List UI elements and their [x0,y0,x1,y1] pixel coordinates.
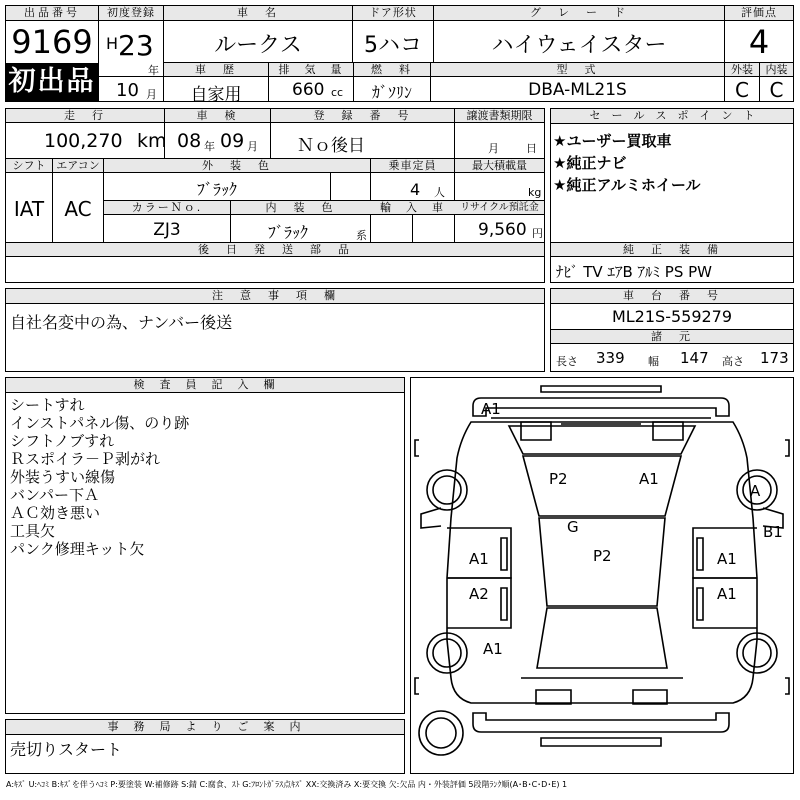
displacement-label: 排 気 量 [278,63,344,76]
inspection-year-unit: 年 [204,140,215,153]
grade-label: グ レ ー ド [434,6,724,21]
car-name-label: 車 名 [164,6,352,21]
height-value: 173 [760,349,789,367]
first-listing-badge: 初出品 [6,63,98,101]
notes-text: 自社名変中の為、ナンバー後送 [10,313,233,332]
dimensions-label: 諸 元 [651,330,693,343]
capacity-value: 4 [410,180,421,199]
mark-roof: G [567,518,579,536]
capacity-unit: 人 [434,186,445,199]
registration-year: 23 [118,29,154,62]
reg-number-value: Ｎｏ後日 [297,136,365,156]
mark-left-rear-door: A2 [469,585,489,603]
mark-left-front-door: A1 [469,550,489,568]
transfer-docs-day-unit: 日 [526,142,537,155]
int-score-label: 内装 [760,63,793,77]
registration-month: 10 [116,80,139,101]
int-color-value: ﾌﾞﾗｯｸ [268,223,309,242]
fuel-value: ｶﾞｿﾘﾝ [371,83,412,102]
notes-label: 注 意 事 項 欄 [6,289,544,304]
damage-diagram [410,377,794,774]
model-code-value: DBA-ML21S [528,80,627,100]
mark-right-front-fender: B1 [763,523,783,541]
transfer-docs-month-unit: 月 [488,142,499,155]
chassis-label: 車 台 番 号 [551,289,793,304]
inspector-line-6: バンパー下Ａ [10,486,99,504]
genuine-equipment-value: ﾅﾋﾞ TV ｴｱB ｱﾙﾐ PS PW [556,263,712,281]
mileage-label: 走 行 [64,109,106,122]
inspector-line-1: シートすれ [10,396,85,414]
color-no-label: カラーＮｏ. [131,201,203,214]
color-no-value: ZJ3 [153,220,181,240]
sales-points-label: セ ー ル ス ポ イ ン ト [551,109,793,124]
door-label: ドア形状 [353,6,433,21]
model-code-label: 型 式 [556,63,599,76]
inspector-line-4: Ｒスポイラ－Ｐ剥がれ [10,450,161,468]
office-label: 事 務 局 よ り ご 案 内 [6,720,404,735]
inspection-year: 08 [177,130,202,152]
legend-text: A:ｷｽﾞ U:ﾍｺﾐ B:ｷｽﾞを伴うﾍｺﾐ P:要塗装 W:補修跡 S:錆 C:腐食、ｽﾄ G:ﾌﾛﾝﾄｶﾞﾗｽ点ｷｽﾞ XX:交換済み X:要交換 欠:欠品 内・外装評価 5段階ﾗﾝｸ順(A･B･C･D･E) 1 [6,780,568,789]
int-color-unit: 系 [356,229,367,242]
mark-top-left: A1 [481,400,501,418]
displacement-unit: cc [331,86,344,99]
sales-point-2: ★純正ナビ [553,154,627,172]
inspector-label: 検 査 員 記 入 欄 [6,378,404,393]
later-parts-label: 後 日 発 送 部 品 [198,243,352,256]
score-label: 評価点 [725,6,793,21]
ext-score-label: 外装 [725,63,759,77]
mark-right-rear-door: A1 [717,585,737,603]
office-text: 売切りスタート [10,740,123,759]
inspector-line-8: 工具欠 [10,522,56,540]
aircon-value: AC [64,197,92,221]
history-label: 車 歴 [195,63,237,76]
ext-color-value: ﾌﾞﾗｯｸ [196,180,237,199]
inspector-line-5: 外装うすい線傷 [10,468,116,486]
mileage-value: 100,270 [44,130,123,152]
registration-year-unit: 年 [148,64,159,77]
door-value: 5ハコ [364,33,422,58]
car-outline-svg [411,378,793,773]
shift-label: シフト [12,159,46,172]
inspector-line-9: パンク修理キット欠 [10,540,145,558]
height-label: 高さ [722,355,744,368]
grade-value: ハイウェイスター [491,33,667,58]
mileage-unit: km [137,130,167,152]
shift-value: IAT [13,197,45,221]
score-value: 4 [748,23,770,61]
registration-month-unit: 月 [146,88,157,101]
ext-score-value: C [735,78,749,102]
reg-number-label: 登 録 番 号 [313,109,412,122]
recycle-value: 9,560 [478,220,527,240]
max-load-label: 最大積載量 [472,159,527,172]
int-score-value: C [769,78,784,102]
sales-point-3: ★純正アルミホイール [553,176,701,194]
registration-era: H [106,34,119,53]
width-label: 幅 [648,355,659,368]
recycle-unit: 円 [532,227,543,240]
inspection-label: 車 検 [196,109,239,122]
transfer-docs-label: 譲渡書類期限 [466,109,533,122]
mark-hood-left: P2 [549,470,568,488]
import-label: 輸 入 車 [380,201,445,214]
mark-hood-right: A1 [639,470,659,488]
inspector-line-7: ＡＣ効き悪い [10,504,101,522]
mark-right-front-door: A1 [717,550,737,568]
mark-right-front-wheel: A [750,482,761,500]
inspection-month: 09 [220,130,245,152]
inspection-month-unit: 月 [247,140,258,153]
fuel-label: 燃 料 [371,63,413,76]
mark-roof-lower: P2 [593,547,612,565]
car-name-value: ルークス [214,33,302,58]
inspector-line-2: インストパネル傷、のり跡 [10,414,190,432]
displacement-value: 660 [292,80,325,100]
lot-label: 出品番号 [6,6,98,21]
length-label: 長さ [556,355,578,368]
int-color-label: 内 装 色 [265,201,336,214]
history-value: 自家用 [190,85,242,105]
aircon-label: エアコン [56,159,100,172]
registration-label: 初度登録 [99,6,163,21]
max-load-unit: kg [528,186,542,199]
width-value: 147 [680,349,709,367]
lot-number: 9169 [11,23,93,61]
sales-point-1: ★ユーザー買取車 [553,132,672,150]
inspector-line-3: シフトノブすれ [10,432,115,450]
recycle-label: リサイクル預託金 [460,202,539,213]
chassis-value: ML21S-559279 [611,307,733,326]
capacity-label: 乗車定員 [388,159,437,172]
ext-color-label: 外 装 色 [202,159,272,172]
length-value: 339 [596,349,625,367]
genuine-equipment-label: 純 正 装 備 [623,243,721,256]
mark-left-rear-fender: A1 [483,640,503,658]
